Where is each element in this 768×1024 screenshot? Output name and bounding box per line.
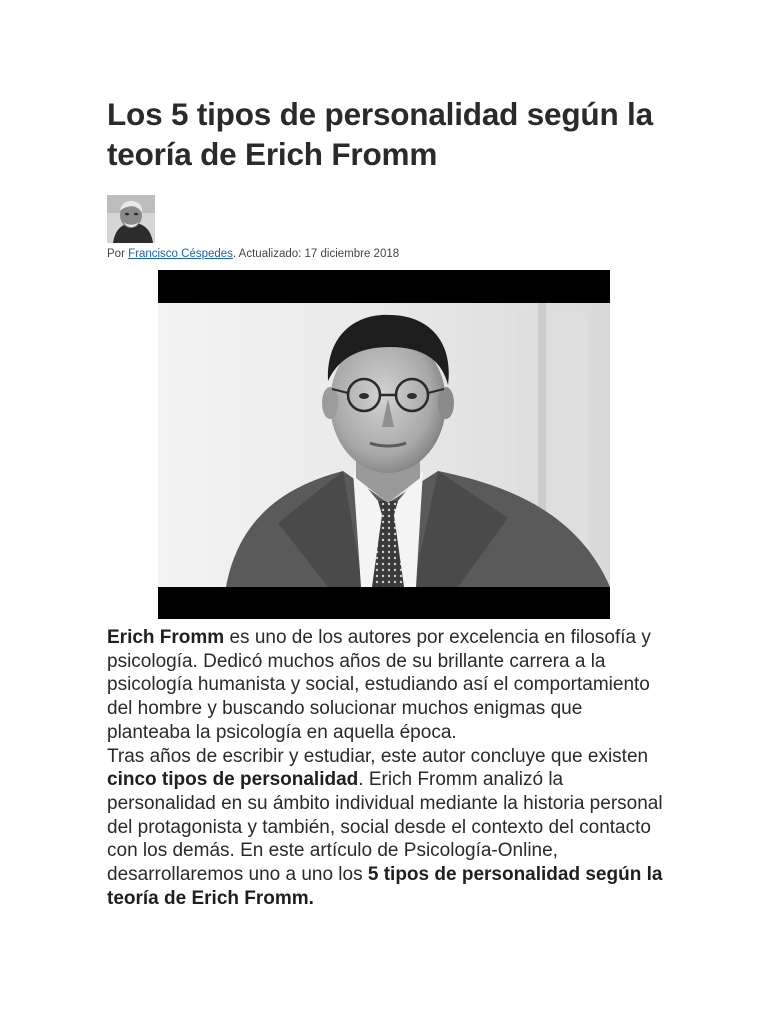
intro-paragraph <box>107 626 667 745</box>
byline-prefix: Por <box>107 248 129 260</box>
byline-updated: . Actualizado: 17 diciembre 2018 <box>232 248 400 260</box>
article-byline <box>107 247 399 261</box>
intro-text: es uno de los autores por excelencia en filosofía y psicología. Dedicó muchos años de su brillante carrera a la psicología humanista y social, estudiando así el comportamiento del hombre y buscando solucionar muchos enigmas que planteaba la psicología en aquella época. <box>107 627 651 743</box>
conclusion-text-a: Tras años de escribir y estudiar, este autor concluye que existen <box>107 745 649 767</box>
erich-fromm-portrait <box>158 303 610 587</box>
conclusion-bold-a: cinco tipos de personalidad <box>107 769 359 791</box>
conclusion-bold-b: 5 tipos de personalidad según la teoría de Erich Fromm. <box>107 864 663 909</box>
conclusion-text-b: . Erich Fromm analizó la personalidad en su ámbito individual mediante la historia personal del protagonista y también, social desde el contexto del contacto con los demás. En este artículo de Psicología-Online, desarrollaremos uno a uno los <box>107 769 663 886</box>
hero-image <box>158 270 610 619</box>
article-body <box>107 626 667 910</box>
intro-bold-lead: Erich Fromm <box>107 627 225 648</box>
article-title: Los 5 tipos de personalidad según la teoría de Erich Fromm <box>107 96 653 172</box>
conclusion-paragraph <box>107 745 667 911</box>
author-link[interactable]: Francisco Céspedes <box>128 248 233 260</box>
author-photo <box>107 195 155 243</box>
author-avatar[interactable] <box>107 195 155 243</box>
